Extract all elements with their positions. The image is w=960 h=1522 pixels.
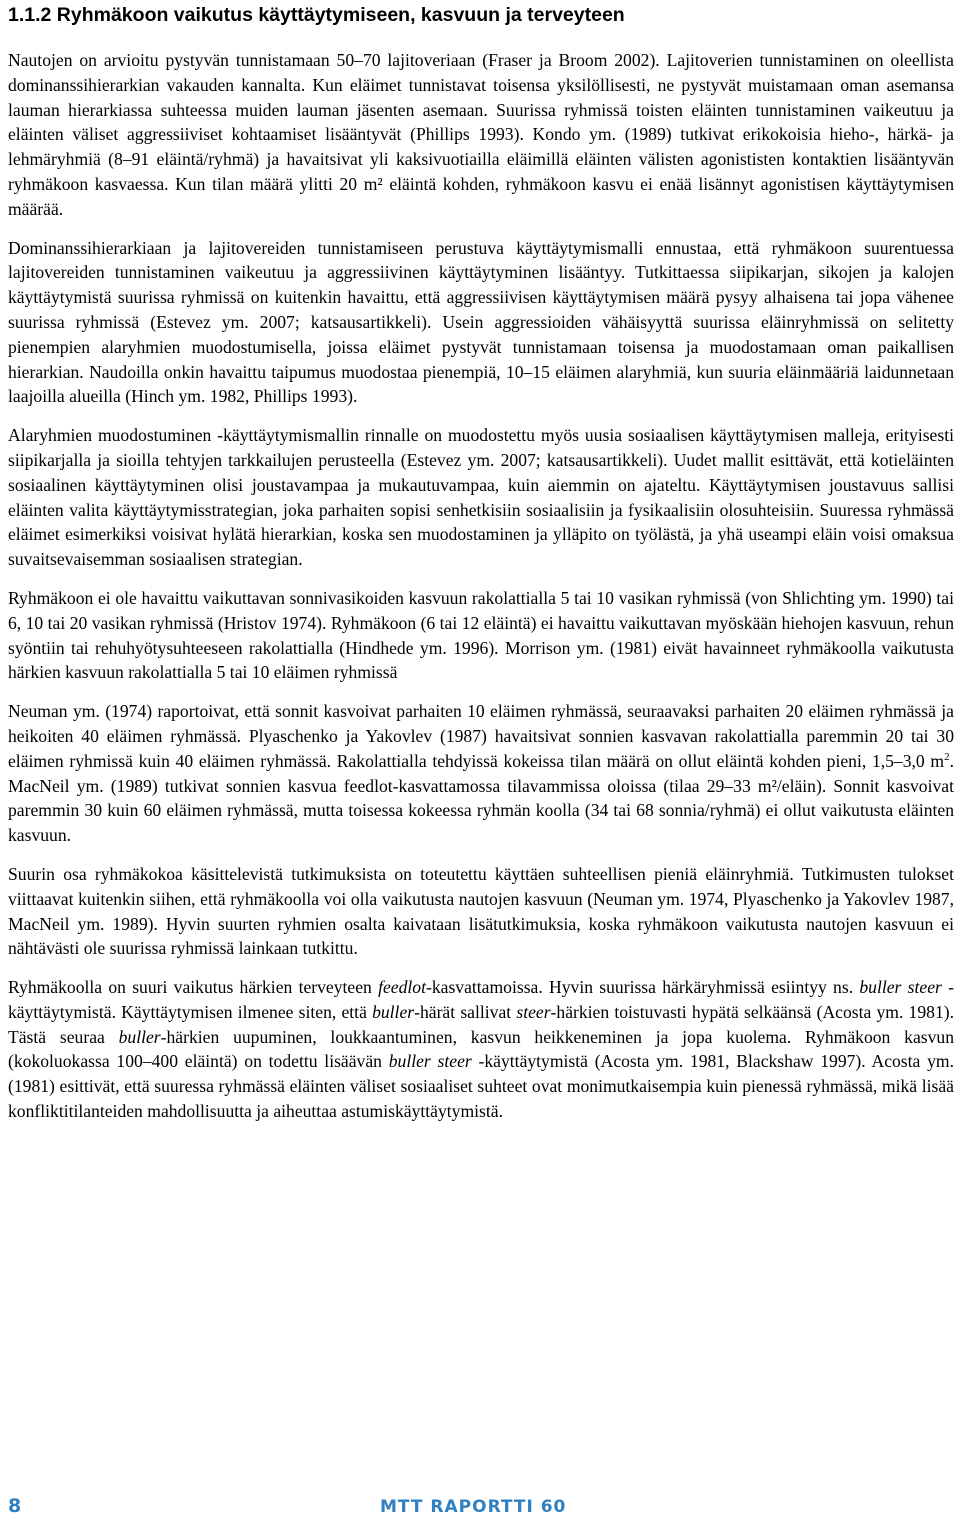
text-run: . MacNeil ym. (1989) tutkivat sonnien kasvua feedlot-kasvattamossa tilavammissa oloissa (tilaa 29–33 m²/eläin). Sonnit kasvoivat paremmin 30 kuin 60 eläimen ryhmässä, mutta toisessa kokeessa ryhmän koolla (34 tai 68 sonnia/ryhmä) ei ollut vaikutusta eläinten kasvuun. xyxy=(8,750,954,846)
text-run: -härät sallivat xyxy=(414,1001,517,1022)
paragraph-4 xyxy=(8,586,954,685)
text-run: Alaryhmien muodostuminen -käyttäytymismallin rinnalle on muodostettu myös uusia sosiaalisen käyttäytymisen malleja, erityisesti siipikarjalla ja sioilla tehtyjen tarkkailujen perusteella (Estevez ym. 2007; katsausartikkeli). Uudet mallit esittävät, että kotieläinten sosiaalinen käyttäytyminen olisi joustavampaa ja mukautuvampaa, kuin aiemmin on ajateltu. Käyttäytymisen joustavuus sallisi eläinten valita käyttäytymisstrategian, joka parhaiten sopisi senhetkisiin sosiaalisiin ja fysikaalisiin olosuhteisiin. Suuressa ryhmässä eläimet esimerkiksi voisivat hylätä hierarkian, koska sen muodostaminen ja ylläpito on työlästä, ja yhä useampi eläin voisi omaksua suvaitsevaisemman sosiaalisen strategian. xyxy=(8,425,954,570)
body-text xyxy=(8,48,954,1138)
text-run: Ryhmäkoon ei ole havaittu vaikuttavan sonnivasikoiden kasvuun rakolattialla 5 tai 10 vasikan ryhmissä (von Shlichting ym. 1990) tai 6, 10 tai 20 vasikan ryhmissä (Hristov 1974). Ryhmäkoon (6 tai 12 eläintä) ei havaittu vaikuttavan myöskään hiehojen kasvuun, rehun syöntiin tai rehuhyötysuhteeseen rakolattialla (Hindhede ym. 1996). Morrison ym. (1981) eivät havainneet ryhmäkoolla vaikutusta härkien kasvuun rakolattialla 5 tai 10 eläimen ryhmissä xyxy=(8,587,954,683)
text-run: -härkien toistuvasti hypätä selkäänsä (Acosta ym. 1981). Tästä seuraa xyxy=(8,1001,955,1047)
text-run: -käyttäytymistä (Acosta ym. 1981, Blackshaw 1997). Acosta ym. (1981) esittivät, että suuressa ryhmässä eläinten väliset sosiaaliset suhteet ovat monimutkaisempia kuin pienessä ryhmässä, mikä lisää konfliktitilanteiden mahdollisuutta ja aiheuttaa astumiskäyttäytymistä. xyxy=(8,1051,955,1122)
text-run: Ryhmäkoolla on suuri vaikutus härkien terveyteen xyxy=(8,977,379,998)
text-run: Neuman ym. (1974) raportoivat, että sonnit kasvoivat parhaiten 10 eläimen ryhmässä, seuraavaksi parhaiten 20 eläimen ryhmässä ja heikoiten 40 eläimen ryhmässä. Plyaschenko ja Yakovlev (1987) havaitsivat sonnien kasvavan rakolattialla paremmin 20 tai 30 eläimen ryhmissä kuin 40 eläimen ryhmässä. Rakolattialla tehdyissä kokeissa tilan määrä on ollut eläintä kohden pieni, 1,5–3,0 m xyxy=(8,701,954,771)
italic-term: buller steer xyxy=(859,977,942,998)
italic-term: steer xyxy=(516,1001,551,1022)
text-run: -käyttäytymistä. Käyttäytymisen ilmenee siten, että xyxy=(8,977,954,1022)
paragraph-6 xyxy=(8,862,954,961)
paragraph-2 xyxy=(8,236,954,410)
paragraph-5 xyxy=(8,699,954,848)
italic-term: buller steer xyxy=(388,1051,472,1072)
superscript: 2 xyxy=(944,750,950,763)
text-run: Suurin osa ryhmäkokoa käsittelevistä tutkimuksista on toteutettu käyttäen suhteellisen pieniä eläinryhmiä. Tutkimusten tulokset viittaavat kuitenkin siihen, että ryhmäkoolla voi olla vaikutusta nautojen kasvuun (Neuman ym. 1974, Plyaschenko ja Yakovlev 1987, MacNeil ym. 1989). Hyvin suurten ryhmien osalta kaivataan lisätutkimuksia, koska ryhmäkoon vaikutusta nautojen kasvuun ei nähtävästi ole suurissa ryhmissä lainkaan tutkittu. xyxy=(8,863,954,959)
text-run: -kasvattamoissa. Hyvin suurissa härkäryhmissä esiintyy ns. xyxy=(425,977,860,998)
italic-term: feedlot xyxy=(378,977,426,998)
paragraph-3 xyxy=(8,423,954,572)
text-run: -härkien uupuminen, loukkaantuminen, kasvun heikkeneminen ja jopa kuolema. Ryhmäkoon kasvun (kokoluokassa 100–400 eläintä) on todettu lisäävän xyxy=(8,1026,954,1072)
text-run: Dominanssihierarkiaan ja lajitovereiden tunnistamiseen perustuva käyttäytymismalli ennustaa, että ryhmäkoon suurentuessa lajitovereiden tunnistaminen vaikeutuu ja aggressiivinen käyttäytyminen lisääntyy. Tutkittaessa siipikarjan, sikojen ja kalojen käyttäytymistä suurissa ryhmissä on kuitenkin havaittu, että aggressiivisen käyttäytymisen määrä pysyy alhaisena tai jopa vähenee suurissa ryhmissä (Estevez ym. 2007; katsausartikkeli). Usein aggressioiden vähäisyyttä suurissa eläinryhmissä on selitetty pienempien alaryhmien muodostumisella, joissa eläimet pystyvät tunnistamaan toisensa ja muodostamaan oman paikallisen hierarkian. Naudoilla onkin havaittu taipumus muodostaa pienempiä, 10–15 eläimen alaryhmiä, kun suuria eläinmääriä laidunnetaan laajoilla alueilla (Hinch ym. 1982, Phillips 1993). xyxy=(8,237,954,407)
page-number: 8 xyxy=(8,1495,22,1517)
text-run: Nautojen on arvioitu pystyvän tunnistamaan 50–70 lajitoveriaan (Fraser ja Broom 2002). Lajitoverien tunnistaminen on oleellista dominanssihierarkian vakauden kannalta. Kun eläimet tunnistavat toisensa yksilöllisesti, ne pystyvät muistamaan oman asemansa lauman hierarkiassa suhteessa muiden lauman jäsenten asemaan. Suurissa ryhmissä toisten eläinten tunnistaminen vaikeutuu ja eläinten väliset aggressiiviset kohtaamiset lisääntyvät (Phillips 1993). Kondo ym. (1989) tutkivat erikokoisia hieho-, härkä- ja lehmäryhmiä (8–91 eläintä/ryhmä) ja havaitsivat yli kaksivuotiailla eläimillä eläinten välisten agonististen kontaktien lisääntyvän ryhmäkoon kasvaessa. Kun tilan määrä ylitti 20 m² eläintä kohden, ryhmäkoon kasvu ei enää lisännyt agonistisen käyttäytymisen määrää. xyxy=(8,50,954,219)
italic-term: buller xyxy=(372,1001,415,1022)
paragraph-7 xyxy=(8,975,954,1124)
italic-term: buller xyxy=(118,1026,161,1047)
paragraph-1 xyxy=(8,48,954,222)
publication-title: MTT RAPORTTI 60 xyxy=(380,1497,567,1517)
section-heading: 1.1.2 Ryhmäkoon vaikutus käyttäytymiseen, kasvuun ja terveyteen xyxy=(8,4,625,26)
